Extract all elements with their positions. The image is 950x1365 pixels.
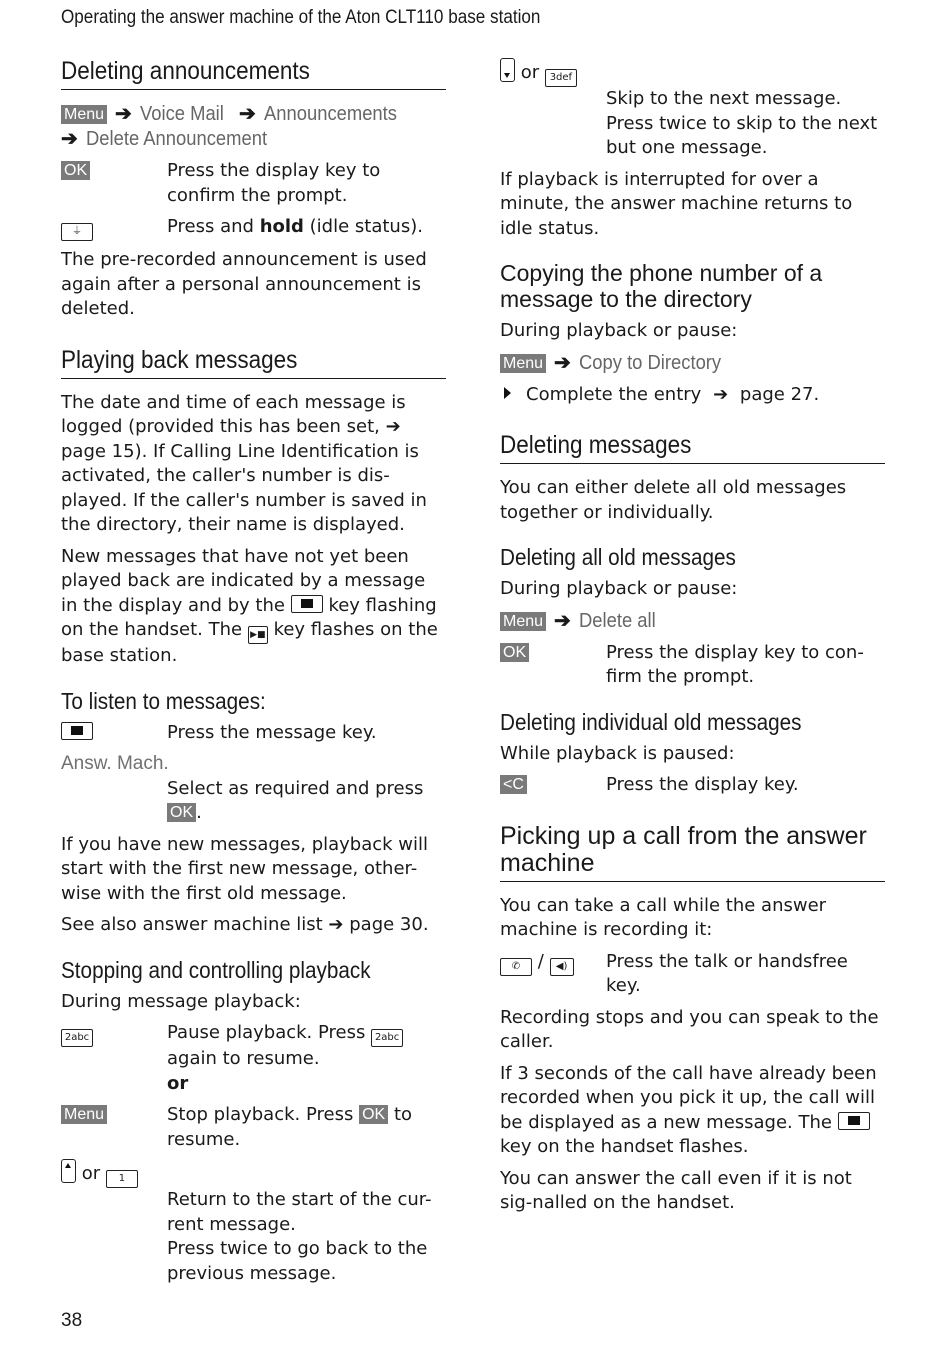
menu-item-answ-mach: Answ. Mach.	[61, 753, 169, 774]
pickup-p2: If 3 seconds of the call have already been recorded when you pick it up, the call will be displayed as a new message. The key on the handset flashes.	[500, 1062, 877, 1157]
delete-intro: You can either delete all old messages together or individually.	[500, 477, 847, 523]
message-key-icon	[61, 722, 93, 740]
left-column	[61, 58, 446, 1293]
step-skip: or 3def Skip to the next message. Press twice to skip to the next but one message.	[500, 58, 885, 161]
arrow-icon: ➔	[61, 128, 78, 150]
pickup-p3: You can answer the call even if it is not sig-nalled on the handset.	[500, 1167, 852, 1213]
listen-paragraph: If you have new messages, playback will start with the first new message, other-wise with the first old message.	[61, 833, 429, 904]
copy-complete: Complete the entry ➔ page 27.	[500, 383, 885, 408]
menu-key: Menu	[500, 612, 546, 631]
key-2-icon: 2abc	[61, 1029, 93, 1047]
ok-key: OK	[500, 643, 529, 662]
skip-note: If playback is interrupted for over a minute, the answer machine returns to idle status.	[500, 168, 853, 239]
handsfree-key-icon: ◀)	[550, 958, 574, 976]
step-talk: ✆ / ◀) Press the talk or handsfree key.	[500, 950, 885, 999]
arrow-icon: ➔	[115, 103, 132, 125]
step-message-key: Press the message key.	[61, 721, 446, 746]
step-pause: 2abc Pause playback. Press 2abc again to resume. or	[61, 1021, 446, 1096]
arrow-icon: ➔	[328, 914, 344, 935]
arrow-icon: ➔	[385, 416, 401, 437]
menu-key: Menu	[500, 354, 546, 373]
pickup-p1: Recording stops and you can speak to the caller.	[500, 1006, 879, 1052]
right-column	[500, 58, 885, 1223]
menu-key: Menu	[61, 105, 107, 124]
heading-listen: To listen to messages:	[61, 687, 266, 714]
see-also: See also answer machine list ➔ page 30.	[61, 914, 429, 935]
key-3-icon: 3def	[545, 69, 577, 87]
arrow-icon: ➔	[238, 103, 256, 125]
step-hold: ⏚ Press and hold (idle status).	[61, 215, 446, 241]
nav-up-icon	[61, 1159, 76, 1183]
heading-stopping: Stopping and controlling playback	[61, 956, 371, 983]
end-call-key-icon: ⏚	[61, 223, 93, 241]
arrow-icon: ➔	[713, 383, 729, 405]
heading-deleting-announcements: Deleting announcements	[61, 58, 446, 90]
pickup-intro: You can take a call while the answer machine is recording it:	[500, 894, 827, 940]
step-stop: Menu Stop playback. Press OK to resume.	[61, 1103, 446, 1152]
step-ok: OK Press the display key to confirm the prompt.	[61, 159, 446, 208]
page-number: 38	[61, 1310, 83, 1331]
ok-key: OK	[359, 1105, 388, 1124]
delete-individual-intro: While playback is paused:	[500, 742, 735, 764]
heading-delete-individual: Deleting individual old messages	[500, 708, 802, 735]
announcement-note: The pre-recorded announcement is used again after a personal announcement is deleted.	[61, 249, 427, 319]
bullet-icon	[504, 387, 511, 399]
step-back-key: <C Press the display key.	[500, 773, 885, 798]
playback-paragraph-1: The date and time of each message is logged (provided this has been set, ➔ page 15). If Calling Line Identification is activated, the caller's number is dis-played. If the caller's number is saved in the directory, their name is displayed.	[61, 391, 427, 535]
heading-deleting-messages: Deleting messages	[500, 432, 885, 464]
running-header: Operating the answer machine of the Aton CLT110 base station	[61, 7, 541, 28]
key-2-icon: 2abc	[371, 1029, 403, 1047]
step-ok-delete: OK Press the display key to con-firm the prompt.	[500, 641, 885, 690]
message-key-icon	[291, 595, 323, 613]
step-select: Select as required and press OK .	[167, 777, 424, 823]
arrow-icon: ➔	[554, 351, 571, 374]
ok-key: OK	[167, 803, 196, 822]
heading-playing-back: Playing back messages	[61, 347, 446, 379]
ok-key: OK	[61, 161, 90, 180]
menu-key: Menu	[61, 1105, 107, 1124]
heading-picking-up: Picking up a call from the answer machine	[500, 823, 885, 882]
delete-key: <C	[500, 775, 527, 794]
heading-copying: Copying the phone number of a message to the directory	[500, 260, 823, 312]
menu-path-delete-all: Menu ➔ Delete all	[500, 609, 885, 634]
step-return: or 1 Return to the start of the cur-rent message. Press twice to go back to the previous message.	[61, 1159, 446, 1286]
arrow-icon: ➔	[554, 609, 571, 632]
talk-key-icon: ✆	[500, 958, 532, 976]
key-1-icon: 1	[106, 1170, 138, 1188]
playback-paragraph-2: New messages that have not yet been played back are indicated by a message in the display and by the key flashing on the handset. The ▶■ key flashes on the base station.	[61, 545, 438, 666]
nav-down-icon	[500, 58, 515, 82]
heading-delete-all: Deleting all old messages	[500, 544, 736, 570]
menu-path-copy: Menu ➔ Copy to Directory	[500, 351, 885, 376]
copy-intro: During playback or pause:	[500, 320, 738, 341]
play-key-icon: ▶■	[248, 626, 268, 644]
stop-intro: During message playback:	[61, 990, 301, 1012]
message-key-icon	[838, 1112, 870, 1130]
menu-path-delete-announcement: Menu ➔ Voice Mail ➔ Announcements ➔ Delete Announcement	[61, 103, 397, 150]
delete-all-intro: During playback or pause:	[500, 578, 738, 599]
